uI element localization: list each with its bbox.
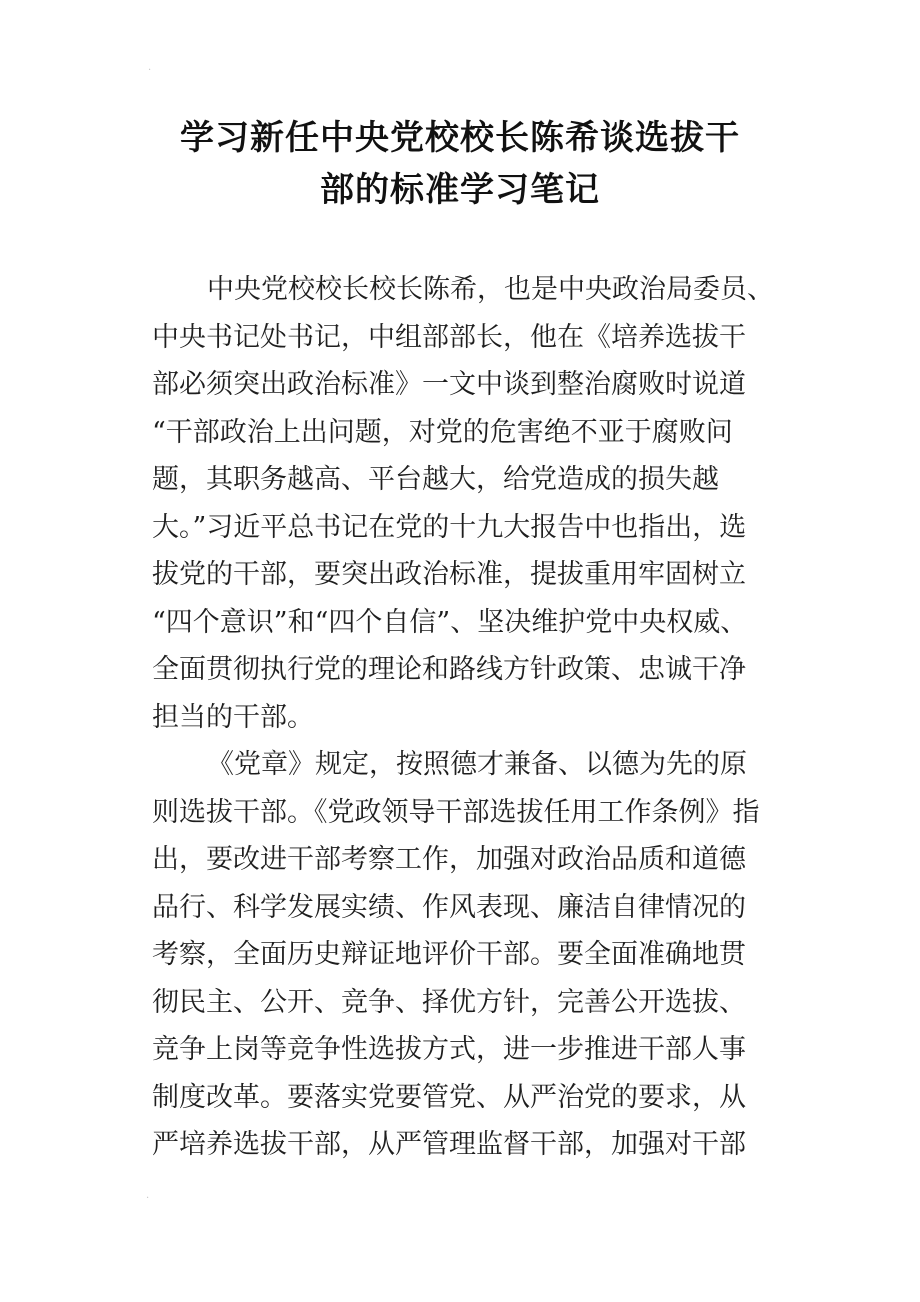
paragraph-line: 中央书记处书记，中组部部长，他在《培养选拔干 [152,321,746,353]
paragraph-1 [152,266,772,741]
paragraph-line: 制度改革。要落实党要管党、从严治党的要求，从 [152,1081,746,1113]
paragraph-line: 竞争上岗等竞争性选拔方式，进一步推进干部人事 [152,1034,746,1065]
paragraph-line: 题，其职务越高、平台越大，给党造成的损失越 [152,464,719,495]
title-line: 学习新任中央党校校长陈希谈选拔干 [180,118,740,158]
paragraph-line: 担当的干部。 [152,701,314,733]
paragraph-line: 出，要改进干部考察工作，加强对政治品质和道德 [152,844,746,875]
paragraph-line: 彻民主、公开、竞争、择优方针，完善公开选拔、 [152,986,746,1018]
corner-mark-icon: · [148,65,152,76]
corner-mark-icon: · [146,1193,150,1204]
paragraph-line: 考察，全面历史辩证地评价干部。要全面准确地贯 [152,939,746,970]
paragraph-line: 严培养选拔干部，从严管理监督干部，加强对干部 [152,1129,746,1160]
paragraph-2 [152,741,772,1169]
paragraph-line: 品行、科学发展实绩、作风表现、廉洁自律情况的 [152,891,746,923]
paragraph-line: 部必须突出政治标准》一文中谈到整治腐败时说道 [152,369,746,400]
document-body [152,266,772,1169]
paragraph-line: 则选拔干部。《党政领导干部选拔任用工作条例》指 [152,796,760,828]
paragraph-line: 拔党的干部，要突出政治标准，提拔重用牢固树立 [152,559,746,590]
title-line: 部的标准学习笔记 [320,170,600,210]
paragraph-line: 全面贯彻执行党的理论和路线方针政策、忠诚干净 [152,654,746,685]
paragraph-line: “四个意识”和“四个自信”、坚决维护党中央权威、 [152,606,748,638]
paragraph-line: 中央党校校长校长陈希，也是中央政治局委员、 [207,274,774,305]
paragraph-line: 《党章》规定，按照德才兼备、以德为先的原 [207,749,747,780]
document-title [150,112,770,216]
paragraph-line: “干部政治上出问题，对党的危害绝不亚于腐败问 [152,416,733,448]
paragraph-line: 大。”习近平总书记在党的十九大报告中也指出，选 [152,511,747,543]
